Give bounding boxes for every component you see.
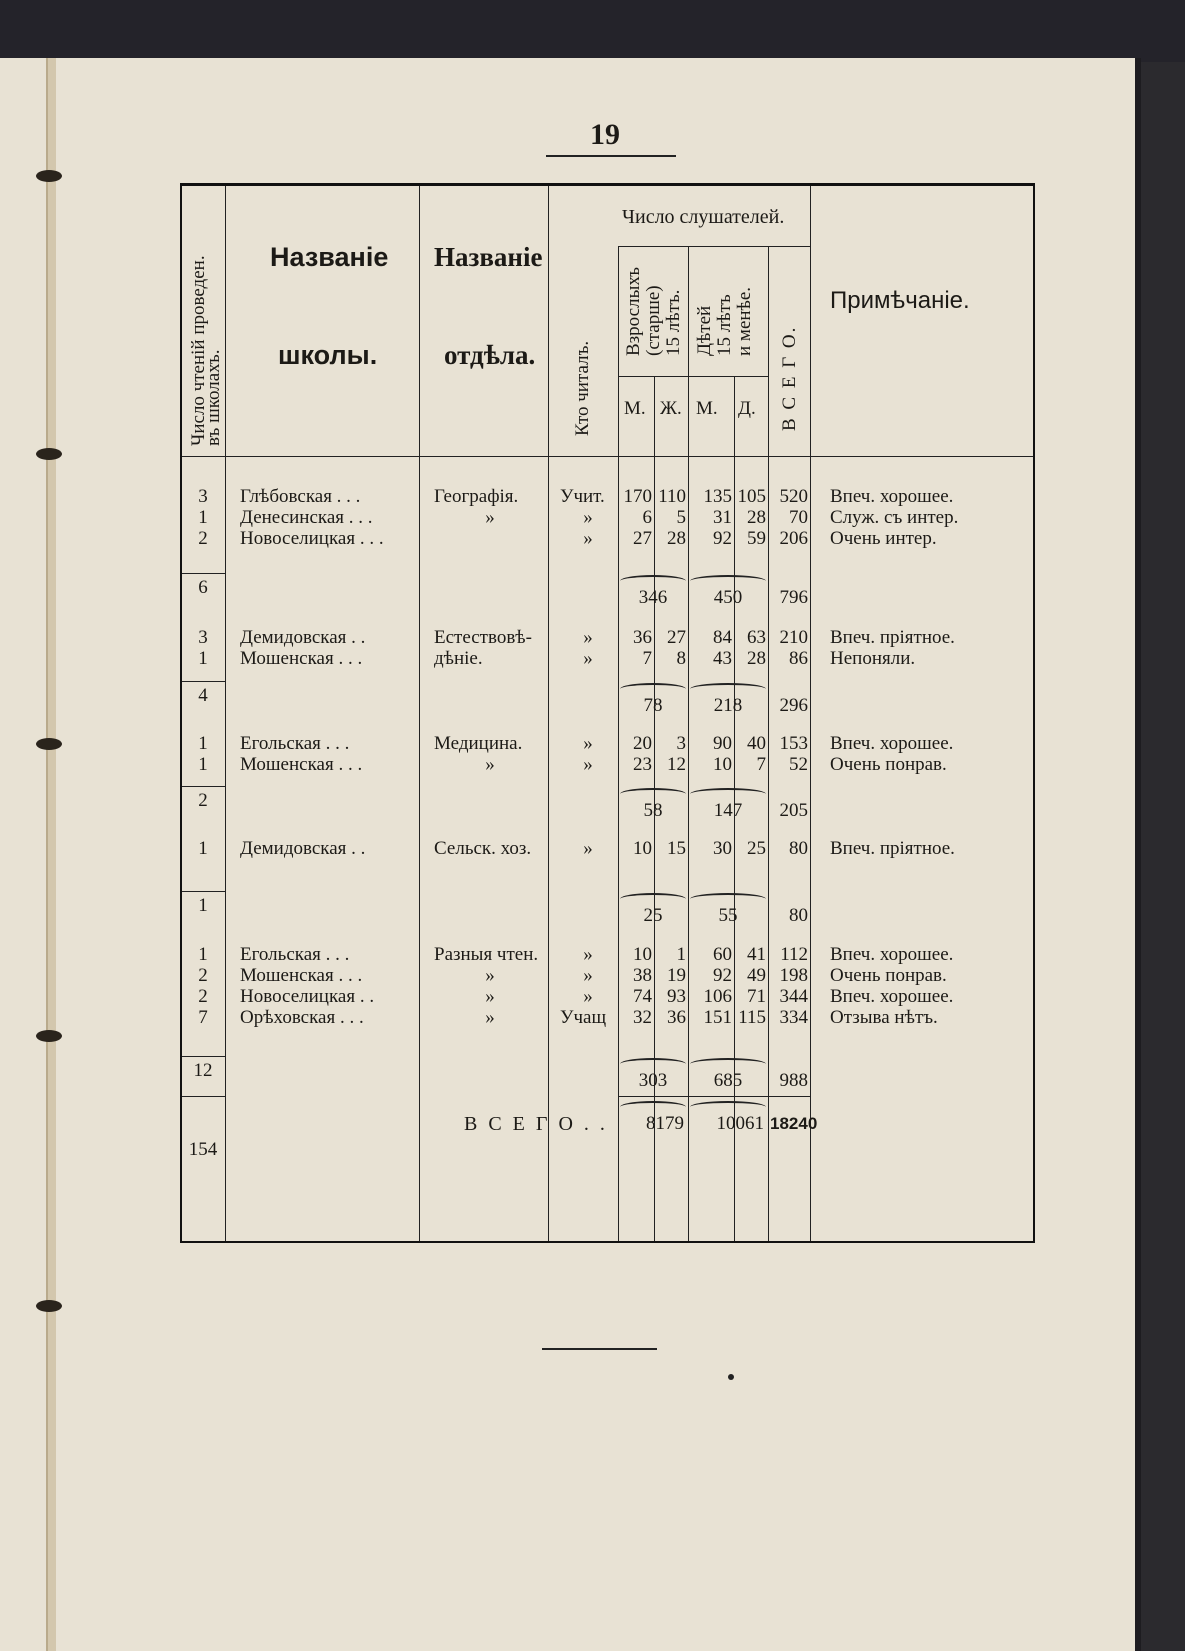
cell-child-d: 25 — [747, 838, 766, 859]
page-number: 19 — [590, 118, 620, 151]
grand-total-children: 10061 — [716, 1113, 764, 1134]
cell-note: Впеч. хорошее. — [830, 486, 954, 507]
cell-adult-zh: 28 — [667, 528, 686, 549]
page-binding — [46, 58, 56, 1651]
cell-reader: » — [583, 648, 593, 669]
cell-adult-zh: 93 — [667, 986, 686, 1007]
binding-stitch — [36, 448, 62, 460]
cell-section: дѣніе. — [434, 648, 483, 669]
header-children-2: 15 лѣтъ — [714, 294, 735, 356]
cell-adult-zh: 110 — [658, 486, 686, 507]
cell-section: Сельск. хоз. — [434, 838, 532, 859]
bottom-rule — [542, 1348, 657, 1350]
grand-total-adults: 8179 — [646, 1113, 684, 1134]
header-divider — [618, 246, 810, 247]
cell-child-m: 31 — [713, 507, 732, 528]
cell-section: » — [485, 965, 495, 986]
cell-reader: » — [583, 528, 593, 549]
cell-count: 1 — [198, 507, 208, 528]
header-adults-3: 15 лѣтъ. — [663, 289, 684, 356]
cell-count: 1 — [198, 838, 208, 859]
header-readings-count-1: Число чтеній проведен. — [188, 255, 209, 446]
cell-section: » — [485, 754, 495, 775]
cell-note: Очень понрав. — [830, 754, 947, 775]
header-adults-2: (старше) — [643, 285, 664, 356]
header-zh: Ж. — [660, 398, 682, 419]
binding-stitch — [36, 1300, 62, 1312]
cell-child-d: 59 — [747, 528, 766, 549]
header-m: М. — [624, 398, 646, 419]
cell-adult-zh: 15 — [667, 838, 686, 859]
cell-adult-zh: 36 — [667, 1007, 686, 1028]
subtotal-children: 147 — [713, 800, 743, 821]
cell-adult-m: 32 — [633, 1007, 652, 1028]
subtotal-adults: 303 — [638, 1070, 668, 1091]
cell-reader: » — [583, 627, 593, 648]
cell-child-m: 43 — [713, 648, 732, 669]
binding-stitch — [36, 1030, 62, 1042]
group-rule — [182, 1056, 225, 1057]
cell-adult-m: 20 — [633, 733, 652, 754]
sum-brace — [690, 893, 766, 905]
cell-section: Медицина. — [434, 733, 523, 754]
header-school-name: Названіе — [270, 242, 389, 272]
cell-child-d: 40 — [747, 733, 766, 754]
cell-adult-m: 10 — [633, 838, 652, 859]
cell-adult-zh: 5 — [676, 507, 686, 528]
cell-school: Новоселицкая . . . — [240, 528, 384, 549]
cell-child-m: 135 — [703, 486, 732, 507]
cell-reader: Учит. — [560, 486, 605, 507]
cell-reader: » — [583, 754, 593, 775]
cell-total: 210 — [779, 627, 808, 648]
cell-child-d: 49 — [747, 965, 766, 986]
subtotal-count: 1 — [198, 895, 208, 916]
cell-note: Служ. съ интер. — [830, 507, 959, 528]
group-rule — [182, 786, 225, 787]
cell-adult-zh: 27 — [667, 627, 686, 648]
cell-total: 86 — [789, 648, 808, 669]
col-divider — [618, 246, 619, 1241]
cell-total: 153 — [779, 733, 808, 754]
sum-brace — [620, 1058, 686, 1070]
subtotal-children: 450 — [713, 587, 743, 608]
cell-count: 2 — [198, 965, 208, 986]
group-rule — [182, 573, 225, 574]
header-adults-1: Взрослыхъ — [623, 267, 644, 356]
cell-child-d: 71 — [747, 986, 766, 1007]
sum-brace — [620, 575, 686, 587]
cell-section: » — [485, 986, 495, 1007]
subtotal-total: 296 — [779, 695, 808, 716]
cell-child-m: 60 — [713, 944, 732, 965]
cell-school: Егольская . . . — [240, 733, 350, 754]
cell-note: Отзыва нѣтъ. — [830, 1007, 938, 1028]
cell-adult-zh: 1 — [676, 944, 686, 965]
subtotal-adults: 25 — [643, 905, 663, 926]
cell-adult-m: 36 — [633, 627, 652, 648]
cell-child-m: 10 — [713, 754, 732, 775]
cell-total: 198 — [779, 965, 808, 986]
cell-total: 344 — [779, 986, 808, 1007]
cell-school: Егольская . . . — [240, 944, 350, 965]
cell-reader: Учащ — [560, 1007, 607, 1028]
cell-note: Очень интер. — [830, 528, 937, 549]
header-note: Примѣчаніе. — [830, 287, 970, 314]
cell-school: Мошенская . . . — [240, 648, 363, 669]
binding-stitch — [36, 170, 62, 182]
cell-reader: » — [583, 507, 593, 528]
header-school-name-2: школы. — [278, 340, 378, 370]
cell-count: 7 — [198, 1007, 208, 1028]
cell-note: Впеч. хорошее. — [830, 944, 954, 965]
subtotal-count: 4 — [198, 685, 208, 706]
cell-school: Орѣховская . . . — [240, 1007, 364, 1028]
cell-child-m: 92 — [713, 965, 732, 986]
cell-section: Разныя чтен. — [434, 944, 539, 965]
header-m2: М. — [696, 398, 718, 419]
header-divider — [618, 376, 768, 377]
cell-adult-m: 10 — [633, 944, 652, 965]
cell-total: 80 — [789, 838, 808, 859]
subtotal-adults: 346 — [638, 587, 668, 608]
cell-adult-zh: 3 — [676, 733, 686, 754]
grand-total-label: В С Е Г О . . — [464, 1113, 608, 1135]
subtotal-adults: 78 — [643, 695, 663, 716]
col-divider — [419, 186, 420, 1241]
cell-count: 3 — [198, 486, 208, 507]
cell-count: 2 — [198, 986, 208, 1007]
cell-child-d: 7 — [756, 754, 766, 775]
cell-school: Демидовская . . — [240, 838, 366, 859]
cell-child-m: 90 — [713, 733, 732, 754]
binding-stitch — [36, 738, 62, 750]
cell-reader: » — [583, 965, 593, 986]
cell-total: 334 — [779, 1007, 808, 1028]
sum-brace — [690, 683, 766, 695]
sum-brace — [690, 788, 766, 800]
cell-adult-m: 38 — [633, 965, 652, 986]
cell-section: Естествовѣ- — [434, 627, 532, 648]
sum-brace — [690, 1058, 766, 1070]
cell-note: Впеч. хорошее. — [830, 986, 954, 1007]
cell-section: » — [485, 507, 495, 528]
page-number-rule — [546, 155, 676, 157]
sum-brace — [620, 1101, 686, 1113]
header-children-1: Дѣтей — [694, 305, 715, 356]
cell-school: Глѣбовская . . . — [240, 486, 361, 507]
cell-count: 1 — [198, 648, 208, 669]
header-reader: Кто читалъ. — [572, 340, 593, 436]
cell-note: Впеч. пріятное. — [830, 838, 955, 859]
cell-adult-m: 27 — [633, 528, 652, 549]
sum-brace — [620, 683, 686, 695]
grand-total-total: 18240 — [770, 1114, 818, 1133]
cell-child-d: 63 — [747, 627, 766, 648]
header-bottom-rule — [182, 456, 1033, 457]
subtotal-total: 988 — [779, 1070, 808, 1091]
cell-child-m: 84 — [713, 627, 732, 648]
cell-adult-zh: 8 — [676, 648, 686, 669]
cell-count: 1 — [198, 754, 208, 775]
cell-adult-m: 170 — [623, 486, 652, 507]
cell-count: 2 — [198, 528, 208, 549]
cell-note: Непоняли. — [830, 648, 916, 669]
cell-total: 112 — [780, 944, 808, 965]
statistics-table — [180, 183, 1035, 1243]
cell-school: Мошенская . . . — [240, 754, 363, 775]
sum-brace — [690, 1101, 766, 1113]
cell-child-d: 28 — [747, 648, 766, 669]
grand-total-count: 154 — [188, 1139, 218, 1160]
subtotal-total: 796 — [779, 587, 808, 608]
cell-school: Новоселицкая . . — [240, 986, 375, 1007]
cell-adult-zh: 12 — [667, 754, 686, 775]
cell-reader: » — [583, 986, 593, 1007]
cell-child-d: 115 — [738, 1007, 766, 1028]
cell-adult-m: 7 — [642, 648, 652, 669]
col-divider — [688, 246, 689, 1241]
col-divider — [225, 186, 226, 1241]
cell-adult-zh: 19 — [667, 965, 686, 986]
cell-child-d: 41 — [747, 944, 766, 965]
sum-brace — [620, 788, 686, 800]
cell-school: Денесинская . . . — [240, 507, 373, 528]
col-divider — [548, 186, 549, 1241]
cell-reader: » — [583, 838, 593, 859]
cell-child-d: 28 — [747, 507, 766, 528]
cell-total: 520 — [779, 486, 808, 507]
header-children-3: и менѣе. — [734, 286, 755, 356]
subtotal-children: 685 — [713, 1070, 743, 1091]
header-section-name-2: отдѣла. — [444, 340, 536, 370]
subtotal-count: 12 — [193, 1060, 213, 1081]
cell-section: Географія. — [434, 486, 519, 507]
cell-reader: » — [583, 944, 593, 965]
cell-adult-m: 74 — [633, 986, 652, 1007]
subtotal-total: 205 — [779, 800, 808, 821]
cell-count: 1 — [198, 733, 208, 754]
group-rule — [182, 1096, 225, 1097]
cell-total: 206 — [779, 528, 808, 549]
subtotal-children: 218 — [713, 695, 743, 716]
cell-total: 52 — [789, 754, 808, 775]
cell-child-m: 30 — [713, 838, 732, 859]
cell-section: » — [485, 1007, 495, 1028]
subtotal-count: 6 — [198, 577, 208, 598]
header-section-name: Названіе — [434, 242, 543, 272]
col-divider — [768, 246, 769, 1241]
header-listeners: Число слушателей. — [622, 206, 785, 228]
cell-reader: » — [583, 733, 593, 754]
cell-total: 70 — [789, 507, 808, 528]
subtotal-count: 2 — [198, 790, 208, 811]
cell-note: Впеч. пріятное. — [830, 627, 955, 648]
cell-child-d: 105 — [737, 486, 766, 507]
group-rule — [182, 681, 225, 682]
col-divider — [810, 186, 811, 1241]
cell-count: 1 — [198, 944, 208, 965]
group-rule — [618, 1096, 810, 1097]
cell-adult-m: 23 — [633, 754, 652, 775]
group-rule — [182, 891, 225, 892]
cell-note: Впеч. хорошее. — [830, 733, 954, 754]
cell-note: Очень понрав. — [830, 965, 947, 986]
cell-school: Мошенская . . . — [240, 965, 363, 986]
sum-brace — [690, 575, 766, 587]
header-readings-count-2: въ школахъ. — [203, 349, 224, 446]
header-total: В С Е Г О. — [779, 325, 800, 431]
cell-child-m: 106 — [703, 986, 732, 1007]
cell-school: Демидовская . . — [240, 627, 366, 648]
cell-adult-m: 6 — [642, 507, 652, 528]
page-dot — [728, 1374, 734, 1380]
cell-count: 3 — [198, 627, 208, 648]
subtotal-total: 80 — [789, 905, 808, 926]
scan-background — [0, 0, 1185, 62]
cell-child-m: 92 — [713, 528, 732, 549]
subtotal-children: 55 — [718, 905, 738, 926]
cell-child-m: 151 — [703, 1007, 732, 1028]
header-d: Д. — [738, 398, 756, 419]
subtotal-adults: 58 — [643, 800, 663, 821]
sum-brace — [620, 893, 686, 905]
